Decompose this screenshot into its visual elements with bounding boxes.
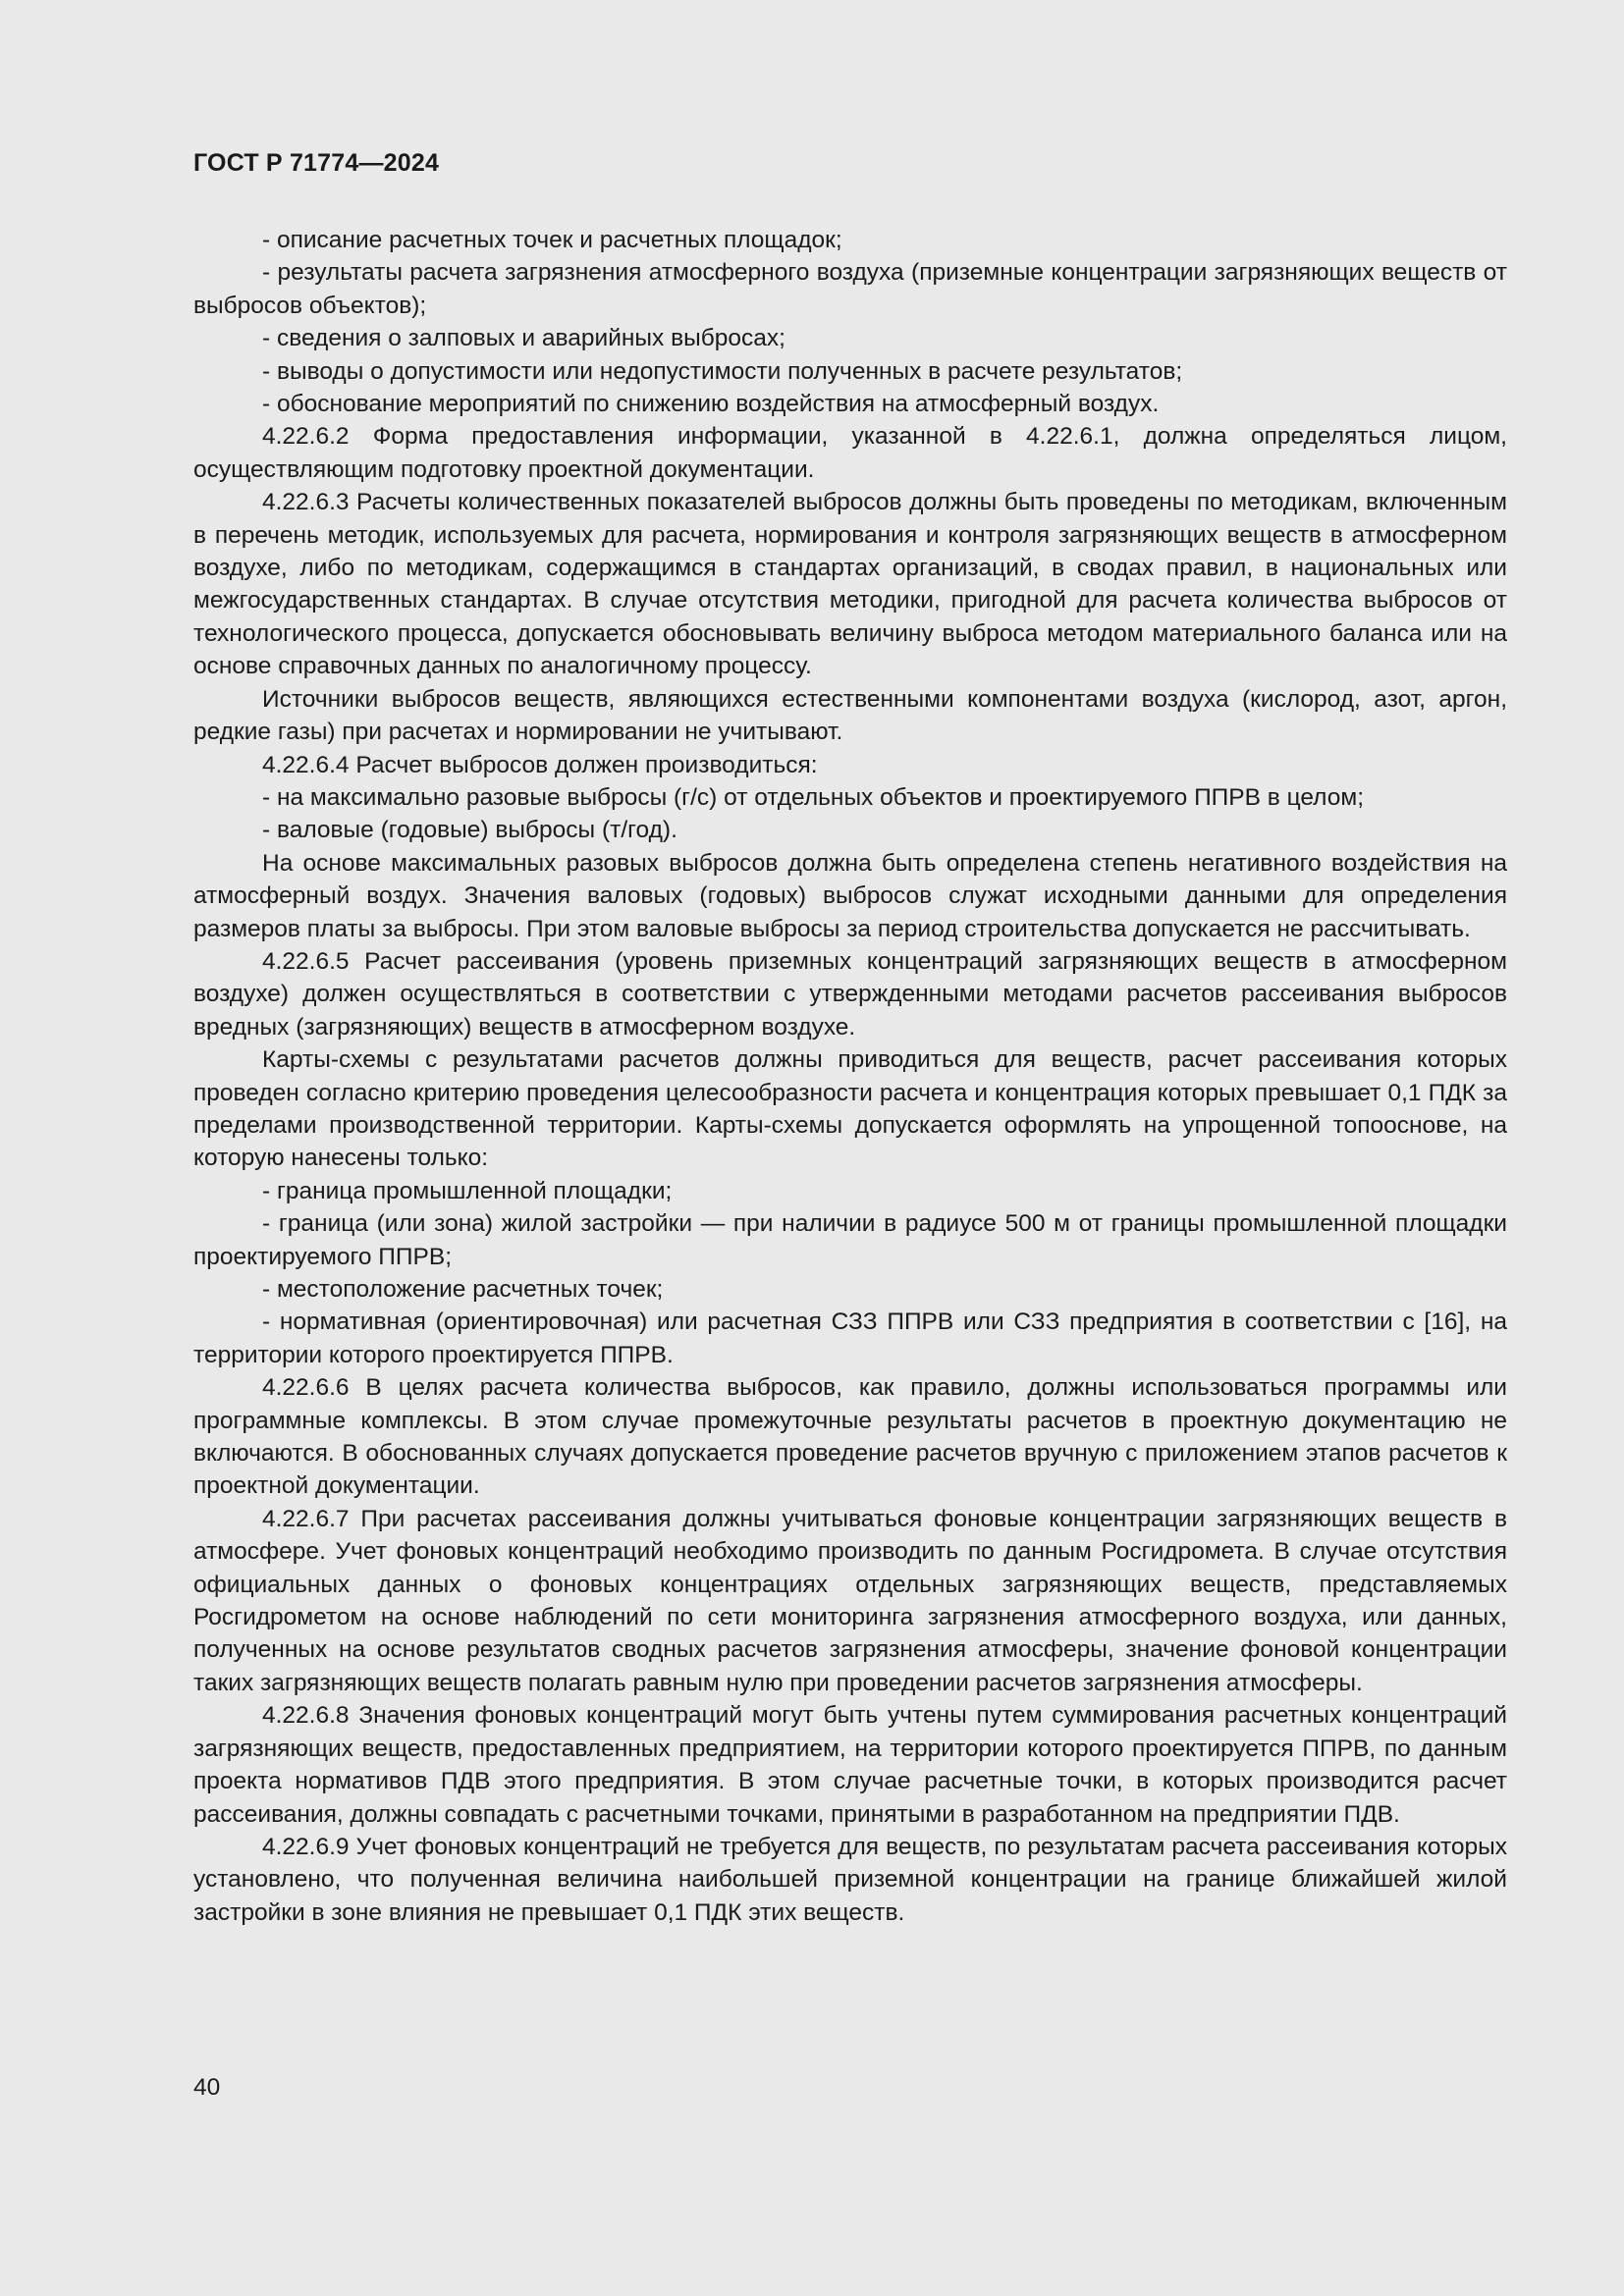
paragraph: - обоснование мероприятий по снижению воздействия на атмосферный воздух. — [262, 391, 1160, 418]
paragraph: Источники выбросов веществ, являющихся естественными компонентами воздуха (кислород, азот, аргон, редкие газы) при расчетах и нормировании не учитывают. — [193, 685, 1507, 746]
paragraph: - на максимально разовые выбросы (г/с) от отдельных объектов и проектируемого ППРВ в целом; — [262, 783, 1365, 811]
paragraph: Карты-схемы с результатами расчетов должны приводиться для веществ, расчет рассеивания которых проведен согласно критерию проведения целесообразности расчета и концентрация которых превышает 0,1 ПДК за пределами производственной территории. Карты-схемы допускается оформлять на упрощенной топооснове, на которую нанесены только: — [193, 1046, 1507, 1172]
paragraph: 4.22.6.3 Расчеты количественных показателей выбросов должны быть проведены по методикам, включенным в перечень методик, используемых для расчета, нормирования и контроля загрязняющих веществ в атмосферном воздухе, либо по методикам, содержащимся в стандартах организаций, в сводах правил, в национальных или межгосударственных стандартах. В случае отсутствия методики, пригодной для расчета количества выбросов от технологического процесса, допускается обосновывать величину выброса методом материального баланса или на основе справочных данных по аналогичному процессу. — [193, 489, 1507, 680]
paragraph: 4.22.6.5 Расчет рассеивания (уровень приземных концентраций загрязняющих веществ в атмосферном воздухе) должен осуществляться в соответствии с утвержденными методами расчетов рассеивания выбросов вредных (загрязняющих) веществ в атмосферном воздухе. — [193, 947, 1507, 1041]
document-header: ГОСТ Р 71774—2024 — [193, 149, 440, 177]
document-body — [193, 224, 1507, 1929]
paragraph: - граница (или зона) жилой застройки — при наличии в радиусе 500 м от границы промышленной площадки проектируемого ППРВ; — [193, 1210, 1507, 1270]
paragraph: 4.22.6.4 Расчет выбросов должен производиться: — [262, 751, 818, 778]
paragraph: - результаты расчета загрязнения атмосферного воздуха (приземные концентрации загрязняющих веществ от выбросов объектов); — [193, 259, 1507, 319]
paragraph: 4.22.6.7 При расчетах рассеивания должны учитываться фоновые концентрации загрязняющих веществ в атмосфере. Учет фоновых концентраций необходимо производить по данным Росгидромета. В случае отсутствия официальных данных о фоновых концентрациях отдельных загрязняющих веществ, представляемых Росгидрометом на основе наблюдений по сети мониторинга загрязнения атмосферного воздуха, или данных, полученных на основе результатов сводных расчетов загрязнения атмосферы, значение фоновой концентрации таких загрязняющих веществ полагать равным нулю при проведении расчетов загрязнения атмосферы. — [193, 1505, 1507, 1696]
paragraph: - валовые (годовые) выбросы (т/год). — [262, 817, 677, 844]
paragraph: - нормативная (ориентировочная) или расчетная СЗЗ ППРВ или СЗЗ предприятия в соответствии с [16], на территории которого проектируется ППРВ. — [193, 1308, 1507, 1368]
paragraph: - местоположение расчетных точек; — [262, 1276, 664, 1303]
paragraph: 4.22.6.6 В целях расчета количества выбросов, как правило, должны использоваться программы или программные комплексы. В этом случае промежуточные результаты расчетов в проектную документацию не включаются. В обоснованных случаях допускается проведение расчетов вручную с приложением этапов расчетов к проектной документации. — [193, 1374, 1507, 1500]
paragraph: 4.22.6.9 Учет фоновых концентраций не требуется для веществ, по результатам расчета рассеивания которых установлено, что полученная величина наибольшей приземной концентрации на границе ближайшей жилой застройки в зоне влияния не превышает 0,1 ПДК этих веществ. — [193, 1833, 1507, 1926]
paragraph: 4.22.6.2 Форма предоставления информации, указанной в 4.22.6.1, должна определяться лицом, осуществляющим подготовку проектной документации. — [193, 423, 1507, 483]
paragraph: На основе максимальных разовых выбросов должна быть определена степень негативного воздействия на атмосферный воздух. Значения валовых (годовых) выбросов служат исходными данными для определения размеров платы за выбросы. При этом валовые выбросы за период строительства допускается не рассчитывать. — [193, 849, 1507, 942]
paragraph: 4.22.6.8 Значения фоновых концентраций могут быть учтены путем суммирования расчетных концентраций загрязняющих веществ, предоставленных предприятием, на территории которого проектируется ППРВ, по данным проекта нормативов ПДВ этого предприятия. В этом случае расчетные точки, в которых производится расчет рассеивания, должны совпадать с расчетными точками, принятыми в разработанном на предприятии ПДВ. — [193, 1702, 1507, 1828]
paragraph: - граница промышленной площадки; — [262, 1177, 673, 1204]
paragraph: - выводы о допустимости или недопустимости полученных в расчете результатов; — [262, 357, 1183, 385]
page-number: 40 — [193, 2074, 221, 2101]
paragraph: - сведения о залповых и аварийных выбросах; — [262, 325, 785, 352]
paragraph: - описание расчетных точек и расчетных площадок; — [262, 227, 842, 253]
